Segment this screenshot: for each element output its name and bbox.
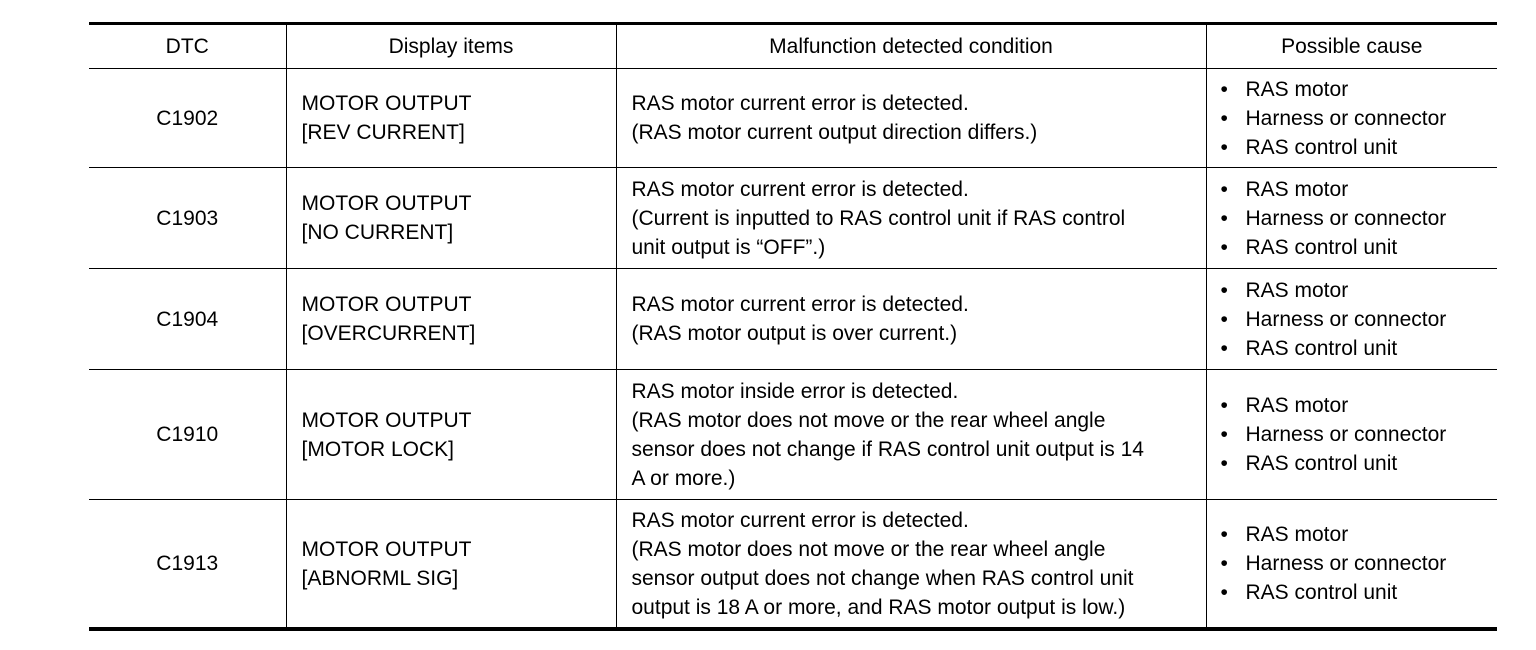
possible-cause: [1206, 370, 1497, 500]
condition-line: RAS motor current error is detected.: [631, 92, 969, 115]
condition-line: unit output is “OFF”.): [631, 235, 826, 259]
table-row: [89, 500, 1497, 630]
cause-item: • RAS control unit: [1221, 578, 1498, 607]
display-item: [286, 168, 616, 269]
cause-item: • RAS motor: [1221, 520, 1498, 549]
condition-line: sensor does not change if RAS control unit output is 14: [631, 437, 1144, 461]
condition-line: (RAS motor current output direction differs.): [631, 121, 1038, 144]
condition-line: RAS motor current error is detected.: [631, 508, 969, 532]
condition-line: RAS motor current error is detected.: [631, 293, 969, 316]
display-item-line: MOTOR OUTPUT: [301, 192, 472, 215]
cause-item: • RAS control unit: [1221, 449, 1498, 478]
cause-list: [1207, 276, 1498, 363]
malfunction-condition: [616, 500, 1206, 630]
table-row: [89, 168, 1497, 269]
possible-cause: [1206, 500, 1497, 630]
cause-item: • Harness or connector: [1221, 420, 1498, 449]
display-item-line: [OVERCURRENT]: [301, 322, 476, 345]
cause-item: • Harness or connector: [1221, 549, 1498, 578]
condition-line: output is 18 A or more, and RAS motor output is low.): [631, 595, 1126, 619]
cause-item: • RAS control unit: [1221, 334, 1498, 363]
display-item-line: MOTOR OUTPUT: [301, 408, 472, 432]
display-item-line: [REV CURRENT]: [301, 121, 465, 144]
condition-line: sensor output does not change when RAS control unit: [631, 566, 1134, 590]
display-item: [286, 500, 616, 630]
cause-item: • Harness or connector: [1221, 104, 1498, 133]
cause-item: • RAS control unit: [1221, 233, 1498, 262]
display-item-line: MOTOR OUTPUT: [301, 537, 472, 561]
possible-cause: [1206, 269, 1497, 370]
display-item-line: [MOTOR LOCK]: [301, 437, 454, 461]
dtc-table: [89, 22, 1497, 631]
cause-item: • RAS motor: [1221, 276, 1498, 305]
condition-line: (RAS motor does not move or the rear wheel angle: [631, 537, 1106, 561]
dtc-code: C1902: [89, 69, 286, 168]
cause-item: • Harness or connector: [1221, 305, 1498, 334]
display-item: [286, 69, 616, 168]
display-item: [286, 370, 616, 500]
dtc-code: C1913: [89, 500, 286, 630]
condition-line: (Current is inputted to RAS control unit if RAS control: [631, 206, 1126, 230]
cause-list: [1207, 175, 1498, 262]
cause-item: • RAS control unit: [1221, 133, 1498, 162]
condition-line: (RAS motor output is over current.): [631, 322, 958, 345]
display-item-line: MOTOR OUTPUT: [301, 92, 472, 115]
header-possible-cause: Possible cause: [1206, 24, 1497, 69]
possible-cause: [1206, 69, 1497, 168]
possible-cause: [1206, 168, 1497, 269]
condition-line: A or more.): [631, 466, 736, 490]
condition-line: RAS motor current error is detected.: [631, 177, 969, 201]
cause-item: • Harness or connector: [1221, 204, 1498, 233]
cause-item: • RAS motor: [1221, 175, 1498, 204]
malfunction-condition: [616, 269, 1206, 370]
header-dtc: DTC: [89, 24, 286, 69]
cause-list: [1207, 391, 1498, 478]
malfunction-condition: [616, 168, 1206, 269]
cause-item: • RAS motor: [1221, 391, 1498, 420]
condition-line: RAS motor inside error is detected.: [631, 379, 959, 403]
display-item: [286, 269, 616, 370]
dtc-code: C1904: [89, 269, 286, 370]
display-item-line: [ABNORML SIG]: [301, 566, 459, 590]
malfunction-condition: [616, 370, 1206, 500]
table-row: [89, 370, 1497, 500]
malfunction-condition: [616, 69, 1206, 168]
table-row: [89, 269, 1497, 370]
header-display-items: Display items: [286, 24, 616, 69]
dtc-code: C1910: [89, 370, 286, 500]
cause-item: • RAS motor: [1221, 75, 1498, 104]
display-item-line: MOTOR OUTPUT: [301, 293, 472, 316]
table-row: [89, 69, 1497, 168]
header-row: [89, 24, 1497, 69]
cause-list: [1207, 520, 1498, 607]
header-malfunction-condition: Malfunction detected condition: [616, 24, 1206, 69]
display-item-line: [NO CURRENT]: [301, 221, 454, 244]
dtc-code: C1903: [89, 168, 286, 269]
cause-list: [1207, 75, 1498, 162]
condition-line: (RAS motor does not move or the rear wheel angle: [631, 408, 1106, 432]
